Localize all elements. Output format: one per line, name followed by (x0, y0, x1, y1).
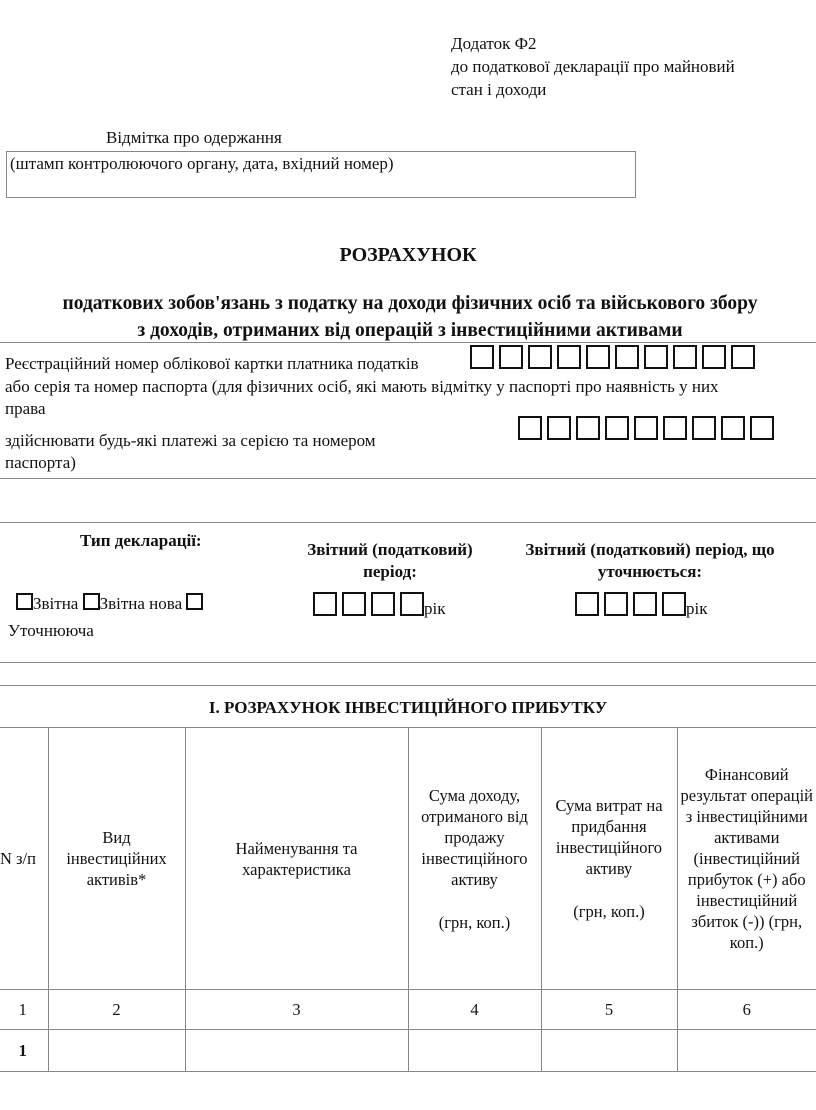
tax-id-box[interactable] (615, 345, 639, 369)
registration-passport-label-cont: паспорта) (5, 453, 76, 472)
header-expense-sum-text: Сума витрат на придбання інвестиційного активу (555, 796, 663, 878)
tax-id-box[interactable] (586, 345, 610, 369)
page-subtitle (20, 290, 800, 344)
year-suffix: рік (686, 599, 708, 618)
checkbox-reporting[interactable] (16, 593, 33, 610)
annex-line: Додаток Ф2 (451, 34, 537, 53)
table-cell[interactable] (541, 1030, 677, 1072)
table-number-row (0, 990, 816, 1030)
year-box[interactable] (371, 592, 395, 616)
tax-id-box[interactable] (731, 345, 755, 369)
checkbox-reporting-new[interactable] (83, 593, 100, 610)
header-name-description: Найменування та характеристика (185, 728, 408, 990)
divider (0, 522, 816, 523)
annex-line: до податкової декларації про майновий (451, 57, 735, 76)
column-number: 1 (0, 990, 48, 1030)
header-expense-sum (541, 728, 677, 990)
year-box[interactable] (662, 592, 686, 616)
tax-id-box[interactable] (557, 345, 581, 369)
year-box[interactable] (604, 592, 628, 616)
section-title: I. РОЗРАХУНОК ІНВЕСТИЦІЙНОГО ПРИБУТКУ (208, 698, 608, 717)
tax-id-box[interactable] (470, 345, 494, 369)
receipt-label: Відмітка про одержання (106, 128, 282, 147)
year-box[interactable] (342, 592, 366, 616)
declaration-type-options (16, 593, 203, 615)
checkbox-correcting[interactable] (186, 593, 203, 610)
header-income-sum-unit: (грн, коп.) (438, 912, 511, 932)
passport-box[interactable] (750, 416, 774, 440)
table-cell[interactable] (185, 1030, 408, 1072)
passport-box[interactable] (576, 416, 600, 440)
header-financial-result: Фінансовий результат операцій з інвестиційними активами (інвестиційний прибуток (+) або інвестиційний збиток (-)) (грн, коп.) (677, 728, 816, 990)
year-box[interactable] (400, 592, 424, 616)
tax-id-box[interactable] (528, 345, 552, 369)
annex-note (451, 32, 735, 101)
divider (0, 685, 816, 686)
row-number-cell: 1 (0, 1030, 48, 1072)
passport-box[interactable] (547, 416, 571, 440)
registration-label: Реєстраційний номер облікової картки платника податків (5, 354, 419, 373)
passport-box[interactable] (518, 416, 542, 440)
header-expense-sum-unit: (грн, коп.) (573, 902, 645, 921)
period-year-boxes[interactable] (313, 592, 445, 620)
year-box[interactable] (575, 592, 599, 616)
header-asset-type: Вид інвестиційних активів* (48, 728, 185, 990)
stamp-box[interactable] (6, 151, 636, 198)
registration-passport-note: або серія та номер паспорта (для фізичних осіб, які мають відмітку у паспорті про наявність у них (5, 377, 719, 396)
column-number: 3 (185, 990, 408, 1030)
tax-id-box[interactable] (499, 345, 523, 369)
table-header-row (0, 728, 816, 990)
tax-id-boxes[interactable] (470, 345, 755, 369)
table-cell[interactable] (408, 1030, 541, 1072)
passport-boxes[interactable] (518, 416, 774, 440)
table-cell[interactable] (48, 1030, 185, 1072)
column-number: 6 (677, 990, 816, 1030)
investment-profit-table (0, 727, 816, 1072)
corrected-period-label-line: уточнюється: (597, 562, 703, 581)
annex-line: стан і доходи (451, 80, 547, 99)
corrected-period-label-line: Звітний (податковий) період, що (525, 540, 775, 559)
period-label-line: період: (363, 562, 417, 581)
passport-box[interactable] (721, 416, 745, 440)
corrected-period-label (500, 539, 800, 583)
header-income-sum-text: Сума доходу, отриманого від продажу інвестиційного активу (421, 785, 528, 889)
column-number: 2 (48, 990, 185, 1030)
header-row-number: N з/п (0, 728, 48, 990)
passport-box[interactable] (663, 416, 687, 440)
tax-id-box[interactable] (644, 345, 668, 369)
year-box[interactable] (633, 592, 657, 616)
period-label (285, 539, 495, 583)
table-cell[interactable] (677, 1030, 816, 1072)
period-label-line: Звітний (податковий) (307, 540, 473, 559)
stamp-box-text: (штамп контролюючого органу, дата, вхідний номер) (10, 154, 394, 173)
page-title: РОЗРАХУНОК (339, 244, 477, 266)
divider (0, 662, 816, 663)
passport-box[interactable] (634, 416, 658, 440)
passport-box[interactable] (692, 416, 716, 440)
divider (0, 478, 816, 479)
option-label: Уточнююча (8, 621, 94, 640)
registration-passport-note-cont: права (5, 399, 46, 418)
subtitle-line: з доходів, отриманих від операцій з інвестиційними активами (137, 320, 683, 341)
declaration-type-label: Тип декларації: (80, 531, 202, 550)
column-number: 4 (408, 990, 541, 1030)
header-income-sum (408, 728, 541, 990)
subtitle-line: податкових зобов'язань з податку на доходи фізичних осіб та військового збору (62, 293, 758, 314)
year-box[interactable] (313, 592, 337, 616)
corrected-year-boxes[interactable] (575, 592, 707, 620)
divider (0, 342, 816, 343)
option-label: Звітна (33, 594, 79, 613)
table-row (0, 1030, 816, 1072)
option-label: Звітна нова (99, 594, 183, 613)
passport-box[interactable] (605, 416, 629, 440)
year-suffix: рік (424, 599, 446, 618)
column-number: 5 (541, 990, 677, 1030)
tax-id-box[interactable] (673, 345, 697, 369)
registration-passport-label: здійснювати будь-які платежі за серією та номером (5, 431, 376, 450)
tax-id-box[interactable] (702, 345, 726, 369)
